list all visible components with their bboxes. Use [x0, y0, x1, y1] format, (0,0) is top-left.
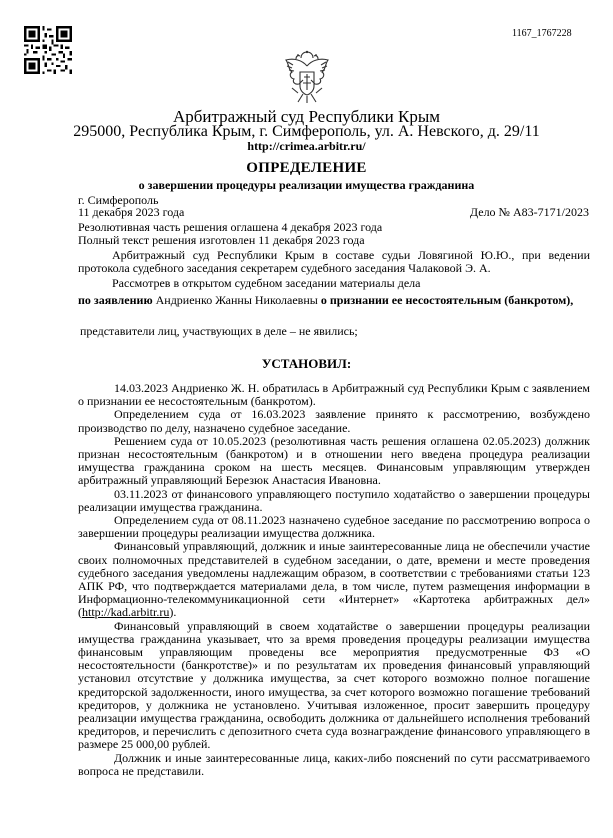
body-paragraph-end: ).	[169, 605, 177, 620]
full-text-date: Полный текст решения изготовлен 11 декабря 2023 года	[78, 233, 365, 247]
document-id: 1167_1767228	[512, 28, 572, 39]
body-paragraph: Определением суда от 08.11.2023 назначено судебное заседание по рассмотрению вопроса о завершении процедуры реализации имущества должника.	[78, 513, 590, 541]
application-statement	[78, 294, 590, 307]
resolution-announced-date: Резолютивная часть решения оглашена 4 декабря 2023 года	[78, 220, 383, 234]
court-website-link[interactable]: http://crimea.arbitr.ru/	[247, 139, 366, 153]
coat-of-arms-emblem	[280, 50, 334, 106]
case-number: Дело № А83-7171/2023	[469, 205, 589, 219]
qr-code	[24, 26, 72, 74]
reviewing-statement: Рассмотрев в открытом судебном заседании материалы дела	[112, 276, 421, 290]
body-paragraph: Определением суда от 16.03.2023 заявление принято к рассмотрению, возбуждено производство по делу, назначено судебное заседание.	[78, 407, 590, 435]
body-paragraph-text: Финансовый управляющий, должник и иные заинтересованные лица не обеспечили участие своих полномочных представителей в судебном заседании, о дате, времени и месте проведения судебного заседания уведомлены надлежащим образом, в соответствии с требованиями статьи 123 АПК РФ, что подтверждается материалами дела, в том числе, путем размещения информации в Информационно-телекоммуникационной сети «Интернет» «Картотека арбитражных дел» (	[78, 539, 590, 620]
body-paragraph: Должник и иные заинтересованные лица, каких-либо пояснений по сути рассматриваемого вопроса не представили.	[78, 750, 590, 778]
decision-date: 11 декабря 2023 года	[78, 205, 185, 219]
document-body	[78, 382, 590, 778]
section-heading: УСТАНОВИЛ:	[261, 356, 352, 371]
kad-arbitr-link[interactable]: http://kad.arbitr.ru	[82, 605, 170, 620]
representatives-statement: представители лиц, участвующих в деле – не явились;	[80, 324, 358, 338]
body-paragraph: 03.11.2023 от финансового управляющего поступило ходатайство о завершении процедуры реализации имущества гражданина.	[78, 486, 590, 514]
court-address: 295000, Республика Крым, г. Симферополь, ул. А. Невского, д. 29/11	[73, 123, 540, 140]
application-prefix: по заявлению	[78, 293, 153, 307]
document-subtitle: о завершении процедуры реализации имущества гражданина	[138, 178, 475, 192]
application-subject: о признании ее несостоятельным (банкротом),	[320, 293, 574, 307]
court-name: Арбитражный суд Республики Крым	[172, 107, 441, 126]
court-composition: Арбитражный суд Республики Крым в составе судьи Ловягиной Ю.Ю., при ведении протокола судебного заседания секретарем судебного заседания Чалаковой Э. А.	[78, 248, 590, 275]
body-paragraph	[78, 540, 590, 619]
city: г. Симферополь	[78, 193, 159, 207]
applicant-name: Андриенко Жанны Николаевны	[155, 293, 318, 307]
body-paragraph: Решением суда от 10.05.2023 (резолютивная часть решения оглашена 02.05.2023) должник признан несостоятельным (банкротом) и в отношении него введена процедура реализации имущества гражданина сроком на шесть месяцев. Финансовым управляющим утвержден арбитражный управляющий Березюк Анастасия Ивановна.	[78, 433, 590, 488]
body-paragraph: 14.03.2023 Андриенко Ж. Н. обратилась в Арбитражный суд Республики Крым с заявлением о признании ее несостоятельным (банкротом).	[78, 381, 590, 409]
document-title: ОПРЕДЕЛЕНИЕ	[246, 160, 367, 176]
body-paragraph: Финансовый управляющий в своем ходатайстве о завершении процедуры реализации имущества гражданина указывает, что за время проведения процедуры реализации имущества финансовым управляющим проведены все мероприятия предусмотренные ФЗ «О несостоятельности (банкротстве)» и по результатам их проведения финансовый управляющий установил отсутствие у должника имущества, за счет которого возможно полное погашение кредиторской задолженности, иного имущества, за счет которого возможно погашение требований кредиторов, у должника не установлено. Учитывая изложенное, просит завершить процедуру реализации имущества гражданина, освободить должника от дальнейшего исполнения требований кредиторов, и перечислить с депозитного счета суда вознаграждение финансового управляющего в размере 25 000,00 рублей.	[78, 618, 590, 752]
